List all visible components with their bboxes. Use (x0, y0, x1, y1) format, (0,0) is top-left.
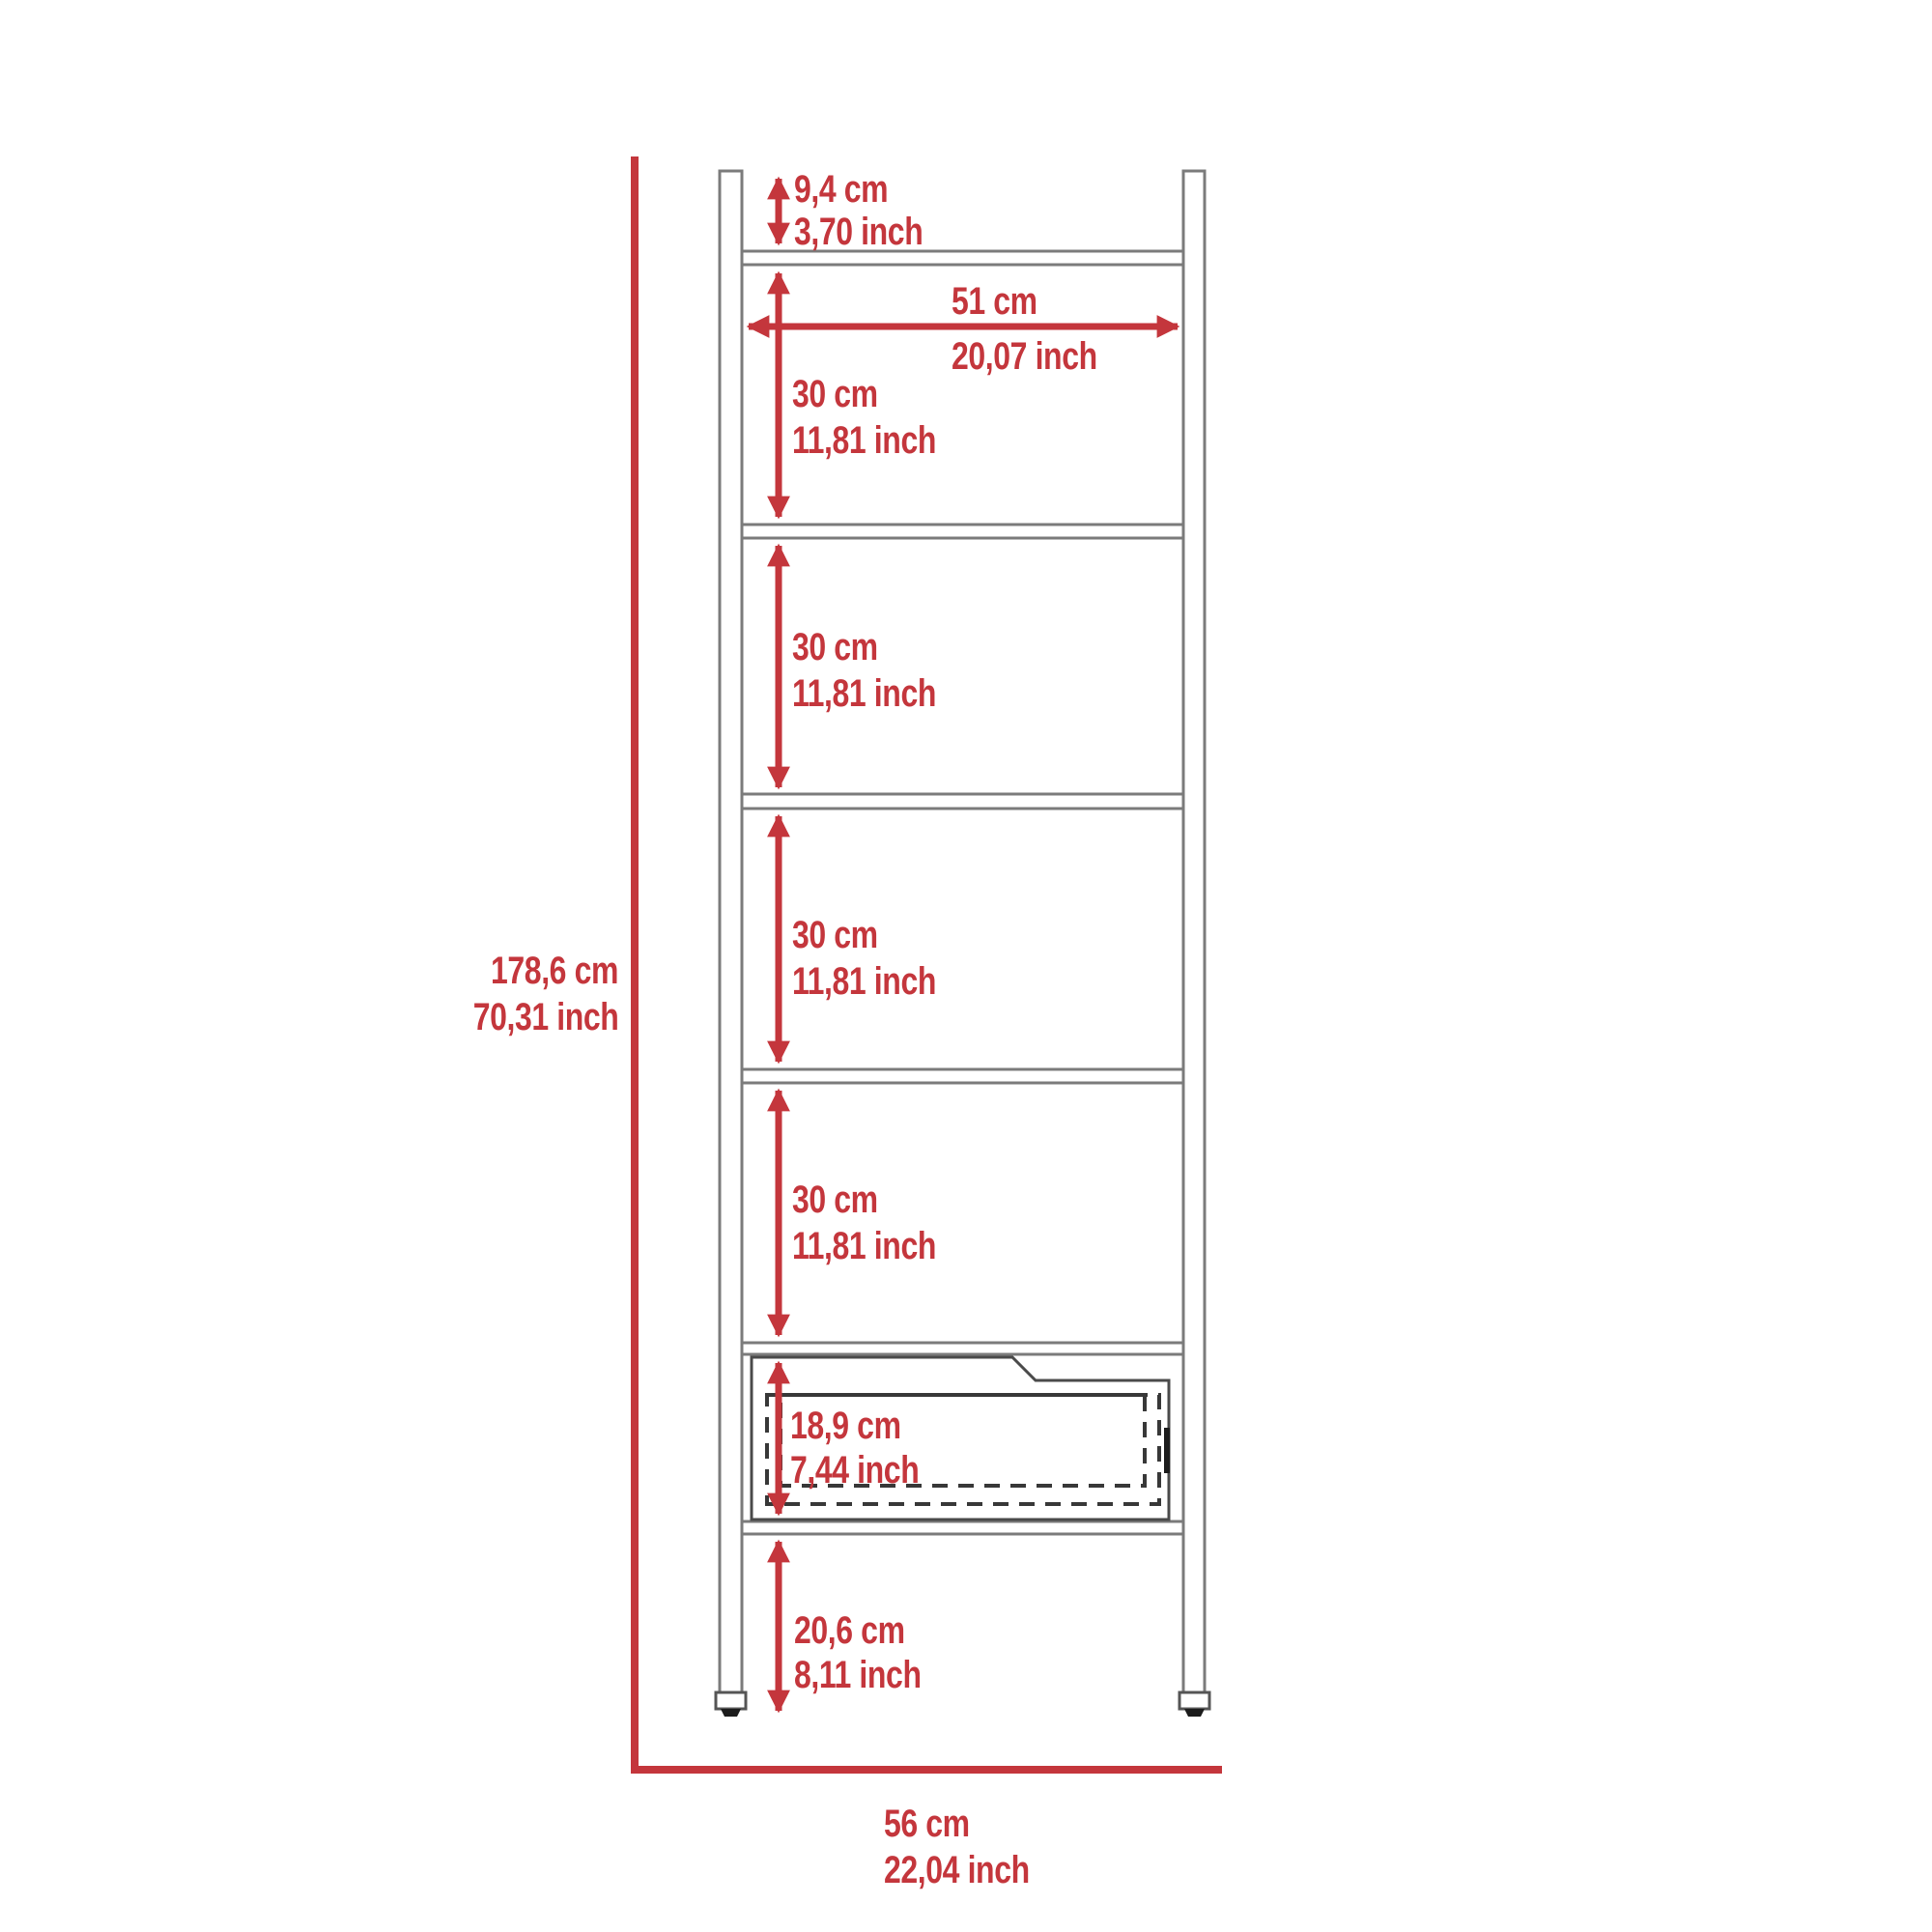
right-rail (1183, 171, 1205, 1695)
shelf-5 (742, 1343, 1183, 1354)
label-shelf-spacing-3-inch: 11,81 inch (792, 960, 936, 1003)
label-inner-width-inch: 20,07 inch (952, 335, 1097, 378)
label-leg-clearance-cm: 20,6 cm (794, 1609, 905, 1652)
bottom-shelf (742, 1521, 1183, 1534)
label-overall-width-inch: 22,04 inch (884, 1849, 1030, 1891)
label-shelf-spacing-4-inch: 11,81 inch (792, 1225, 936, 1267)
label-shelf-spacing-3-cm: 30 cm (792, 914, 878, 956)
label-shelf-spacing-2-cm: 30 cm (792, 626, 878, 668)
label-top-gap-cm: 9,4 cm (794, 168, 889, 211)
label-leg-clearance-inch: 8,11 inch (794, 1654, 922, 1696)
label-overall-height-cm: 178,6 cm (490, 950, 618, 992)
right-foot (1179, 1692, 1209, 1717)
label-drawer-height-cm: 18,9 cm (790, 1405, 901, 1447)
label-shelf-spacing-4-cm: 30 cm (792, 1179, 878, 1221)
shelf-3 (742, 794, 1183, 809)
shelf-2 (742, 525, 1183, 538)
label-overall-width-cm: 56 cm (884, 1803, 970, 1845)
shelf-4 (742, 1069, 1183, 1083)
drawer-pull-shadow (1164, 1428, 1170, 1473)
label-shelf-spacing-2-inch: 11,81 inch (792, 672, 936, 715)
label-inner-width-cm: 51 cm (952, 280, 1037, 323)
label-shelf-spacing-1-cm: 30 cm (792, 373, 878, 415)
label-overall-height-inch: 70,31 inch (472, 996, 618, 1038)
label-top-gap-inch: 3,70 inch (794, 211, 923, 253)
top-shelf (742, 251, 1183, 265)
label-drawer-height-inch: 7,44 inch (790, 1449, 920, 1492)
left-rail (720, 171, 742, 1695)
left-foot (716, 1692, 746, 1717)
label-shelf-spacing-1-inch: 11,81 inch (792, 419, 936, 462)
